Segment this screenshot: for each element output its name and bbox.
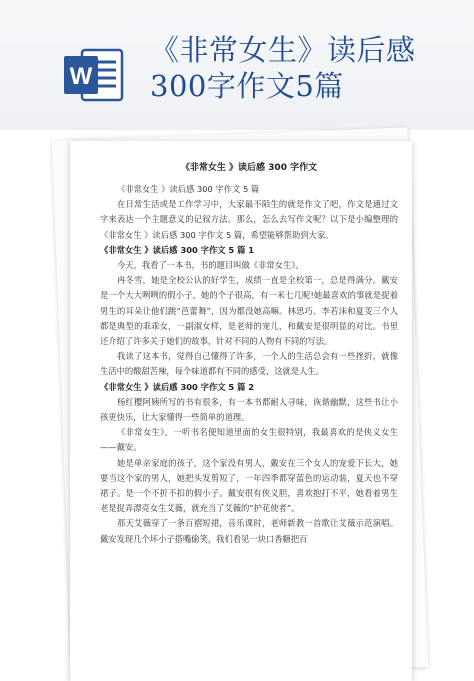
svg-text:W: W: [69, 63, 93, 90]
paragraph: 那天艾薇穿了一条百褶短裙，音乐课时，老师新教一首歌让艾薇示范演唱。戴安发现几个坏小子搭嘴偷笑，我们看见一块口香糖把百: [100, 518, 398, 544]
paragraph: 我读了这本书，觉得自己懂得了许多，一个人的生活总会有一些挫折，就像生活中的酸甜苦辣，每个味道都有不同的感受，这就是人生。: [100, 351, 398, 377]
paragraph: 她是单亲家庭的孩子，这个家没有男人，戴安在三个女人的宠爱下长大，她要当这个家的男人，她把头发剪短了，一年四季都穿蓝色的运动装，夏天也不穿裙子。是一个不折不扣的假小子。戴安很有侠义胆，喜欢抱打不平，她看着男生老是捉弄漂亮女生艾薇，就充当了艾薇的“护花使者”。: [100, 457, 398, 514]
section-heading-1: 《非常女生 》读后感 300 字作文 5 篇 1: [100, 244, 255, 255]
document-title: 《非常女生 》读后感 300 字作文: [180, 163, 318, 173]
page-title: 《非常女生》读后感300字作文5篇: [150, 33, 416, 103]
paragraph: 杨红樱阿姨所写的书有很多，有一本书都耐人寻味，诙谐幽默，这些书让小孩更快乐，让大家懂得一些简单的道理。: [100, 396, 398, 423]
paragraph: 冉冬雪，她是全校公认的好学生，成绩一直是全校第一，总是得满分。戴安是一个大大咧咧的假小子，她的个子很高，有一米七几呢!她最喜欢的事就是捉着男生的耳朵让他们跳“芭蕾舞”，因为都没她高嘛。林思巧、李若沫和夏芰三个人都是典型的乖乖女，一副淑女样，是老师的宠儿，和戴安是很明显的对比。书里还介绍了许多关于她们的故事，针对不同的人物有不同的写法。: [100, 275, 398, 347]
paragraph-intro: 在日常生活或是工作学习中，大家最不陌生的就是作文了吧，作文是通过文字来表达一个主题意义的记叙方法。那么，怎么去写作文呢？以下是小编整理的《非常女生 》读后感 300 字作文 5 篇，希望能够帮助到大家。: [100, 199, 398, 240]
paragraph: 今天，我看了一本书，书的题目叫做《非常女生》。: [117, 260, 304, 271]
paragraph-subtitle: 《非常女生 》读后感 300 字作文 5 篇: [117, 184, 260, 194]
paragraph: 《非常女生》，一听书名便知道里面的女生很特别，我最喜欢的是侠义女生——戴安。: [100, 427, 398, 453]
word-document-icon: [62, 46, 126, 104]
header-banner: [0, 0, 474, 130]
document-page: [70, 141, 412, 681]
section-heading-2: 《非常女生 》读后感 300 字作文 5 篇 2: [100, 381, 255, 392]
